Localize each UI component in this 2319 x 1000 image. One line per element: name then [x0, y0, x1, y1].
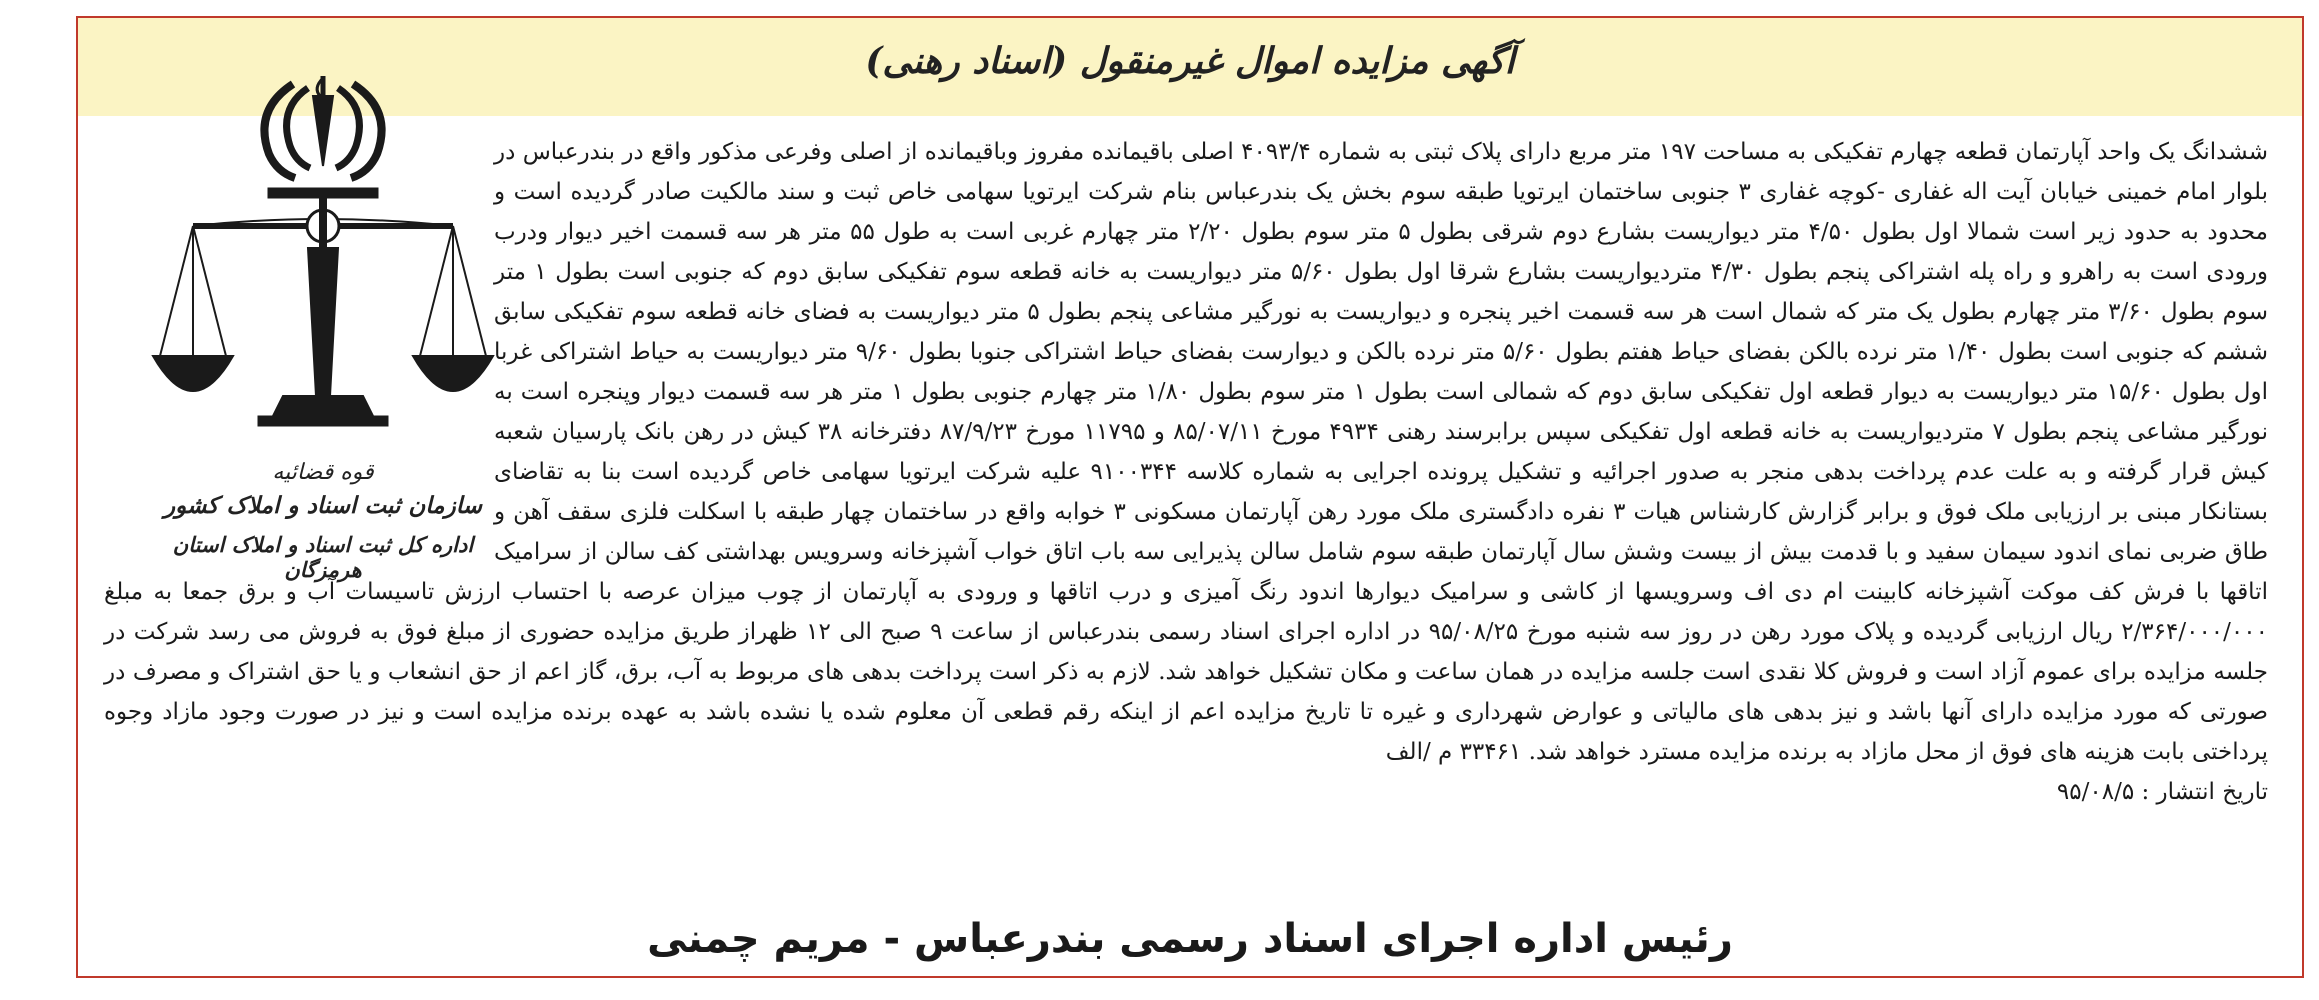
emblem-caption-judiciary: قوه قضائیه	[272, 460, 374, 485]
signature-line: رئیس اداره اجرای اسناد رسمی بندرعباس - مریم چمنی	[647, 916, 1733, 962]
notice-body	[104, 132, 2268, 812]
publish-date: تاریخ انتشار : ۹۵/۰۸/۵	[2056, 779, 2268, 805]
emblem-spacer	[104, 132, 494, 572]
emblem-caption-organization: سازمان ثبت اسناد و املاک کشور	[163, 492, 482, 519]
notice-frame	[76, 16, 2304, 978]
notice-body-text: ششدانگ یک واحد آپارتمان قطعه چهارم تفکیکی به مساحت ۱۹۷ متر مربع دارای پلاک ثبتی به شماره ۴۰۹۳/۴ اصلی باقیمانده مفروز وباقیمانده از اصلی وفرعی مذکور واقع در بندرعباس در بلوار امام خمینی خیابان آیت اله غفاری -کوچه غفاری ۳ جنوبی ساختمان ایرتویا طبقه سوم بخش یک بندرعباس بنام شرکت ایرتویا سهامی خاص ثبت و سند مالکیت صادر گردیده است و محدود به حدود زیر است شمالا اول بطول ۴/۵۰ متر دیواریست بشارع دوم شرقی بطول ۵ متر سوم بطول ۲/۲۰ متر چهارم غربی است به طول ۵۵ متر هر سه قسمت اخیر دیوار ودرب ورودی است به راهرو و راه پله اشتراکی پنجم بطول ۴/۳۰ متردیواریست بشارع شرقا اول بطول ۵/۶۰ متر دیواریست به خانه قطعه سوم تفکیکی سابق دوم که جنوبی است بطول ۱ متر سوم بطول ۳/۶۰ متر چهارم بطول یک متر که شمال است هر سه قسمت اخیر پنجره و دیواریست به نورگیر مشاعی پنجم بطول ۵ متر دیواریست به فضای خانه قطعه سوم تفکیکی سابق ششم که جنوبی است بطول ۱/۴۰ متر نرده بالکن بفضای حیاط هفتم بطول ۵/۶۰ متر نرده بالکن و دیوارست بفضای حیاط اشتراکی جنوبا بطول ۹/۶۰ متر دیواریست به حیاط اشتراکی غربا اول بطول ۱۵/۶۰ متر دیواریست به دیوار قطعه اول تفکیکی سابق دوم که شمالی است بطول ۱ متر سوم بطول ۱/۸۰ متر چهارم جنوبی بطول ۱ متر هر سه قسمت دیوار وپنجره است به نورگیر مشاعی پنجم بطول ۷ متردیواریست به خانه قطعه اول تفکیکی سپس برابرسند رهنی ۴۹۳۴ مورخ ۸۵/۰۷/۱۱ و ۱۱۷۹۵ مورخ ۸۷/۹/۲۳ دفترخانه ۳۸ کیش در رهن بانک پارسیان شعبه کیش قرار گرفته و به علت عدم پرداخت بدهی منجر به صدور اجرائیه و تشکیل پرونده اجرایی به شماره کلاسه ۹۱۰۰۳۴۴ علیه شرکت ایرتویا سهامی خاص گردیده است بنا به تقاضای بستانکار مبنی بر ارزیابی ملک فوق و برابر گزارش کارشناس هیات ۳ نفره دادگستری ملک مورد رهن آپارتمان مسکونی ۳ خوابه واقع در ساختمان چهار طبقه با اسکلت فلزی سقف آهن و طاق ضربی نمای اندود سیمان سفید و با قدمت بیش از بیست وشش سال آپارتمان طبقه سوم شامل سالن پذیرایی سه باب اتاق خواب آشپزخانه وسرویس بهداشتی کف سالن از سرامیک اتاقها با فرش کف موکت آشپزخانه کابینت ام دی اف وسرویسها از کاشی و سرامیک دیوارها اندود رنگ آمیزی و درب اتاقها و ورودی به آپارتمان از چوب میزان عرصه با احتساب ارزش تاسیسات آب و برق جمعا به مبلغ ۲/۳۶۴/۰۰۰/۰۰۰ ریال ارزیابی گردیده و پلاک مورد رهن در روز سه شنبه مورخ ۹۵/۰۸/۲۵ در اداره اجرای اسناد رسمی بندرعباس از ساعت ۹ صبح الی ۱۲ ظهراز طریق مزایده حضوری از مبلغ فوق به فروش می رسد شرکت در جلسه مزایده برای عموم آزاد است و فروش کلا نقدی است جلسه مزایده در همان ساعت و مکان تشکیل خواهد شد. لازم به ذکر است پرداخت بدهی های مربوط به آب، برق، گاز اعم از حق انشعاب و یا حق اشتراک و مصرف در صورتی که مورد مزایده دارای آنها باشد و نیز بدهی های مالیاتی و عوارض شهرداری و غیره تا تاریخ مزایده اعم از اینکه رقم قطعی آن معلوم شده یا نشده باشد به عهده برنده مزایده است و نیز در صورت وجود مازاد وجوه پرداختی بابت هزینه های فوق از محل مازاد به برنده مزایده مسترد خواهد شد. ۳۳۴۶۱ م /الف	[104, 139, 2269, 765]
notice-title: آگهی مزایده اموال غیرمنقول (اسناد رهنی)	[865, 40, 1515, 82]
emblem-caption-province-office: اداره کل ثبت اسناد و املاک استان هرمزگان	[172, 532, 474, 582]
